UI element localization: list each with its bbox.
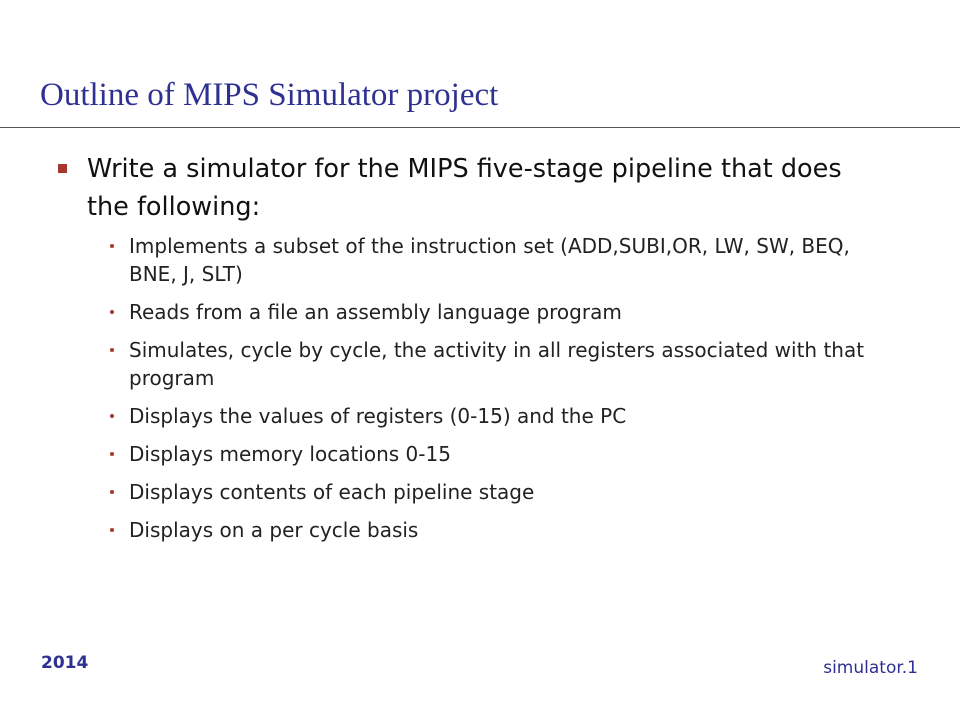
dot-bullet-icon bbox=[110, 490, 114, 494]
square-bullet-icon bbox=[58, 164, 67, 173]
slide-title: Outline of MIPS Simulator project bbox=[40, 77, 499, 113]
sub-bullet-text: Reads from a file an assembly language program bbox=[129, 300, 622, 324]
dot-bullet-icon bbox=[110, 414, 114, 418]
main-bullet bbox=[58, 150, 878, 226]
title-divider bbox=[0, 127, 960, 128]
sub-bullet-item bbox=[110, 516, 890, 544]
footer-slide-id: simulator.1 bbox=[823, 658, 918, 678]
sub-bullet-item bbox=[110, 232, 890, 288]
dot-bullet-icon bbox=[110, 244, 114, 248]
sub-bullet-item bbox=[110, 478, 890, 506]
sub-bullet-text: Displays memory locations 0-15 bbox=[129, 442, 451, 466]
sub-bullet-text: Displays on a per cycle basis bbox=[129, 518, 419, 542]
dot-bullet-icon bbox=[110, 528, 114, 532]
footer-year: 2014 bbox=[41, 653, 89, 673]
dot-bullet-icon bbox=[110, 310, 114, 314]
sub-bullet-text: Simulates, cycle by cycle, the activity in all registers associated with that program bbox=[129, 338, 865, 390]
sub-bullet-item bbox=[110, 336, 890, 392]
sub-bullet-text: Implements a subset of the instruction set (ADD,SUBI,OR, LW, SW, BEQ, BNE, J, SLT) bbox=[129, 234, 850, 286]
dot-bullet-icon bbox=[110, 348, 114, 352]
sub-bullet-item bbox=[110, 440, 890, 468]
sub-bullet-text: Displays the values of registers (0-15) and the PC bbox=[129, 404, 627, 428]
sub-bullet-list bbox=[110, 232, 890, 554]
sub-bullet-item bbox=[110, 402, 890, 430]
main-bullet-text: Write a simulator for the MIPS five-stage pipeline that does the following: bbox=[87, 154, 842, 222]
sub-bullet-item bbox=[110, 298, 890, 326]
dot-bullet-icon bbox=[110, 452, 114, 456]
sub-bullet-text: Displays contents of each pipeline stage bbox=[129, 480, 535, 504]
